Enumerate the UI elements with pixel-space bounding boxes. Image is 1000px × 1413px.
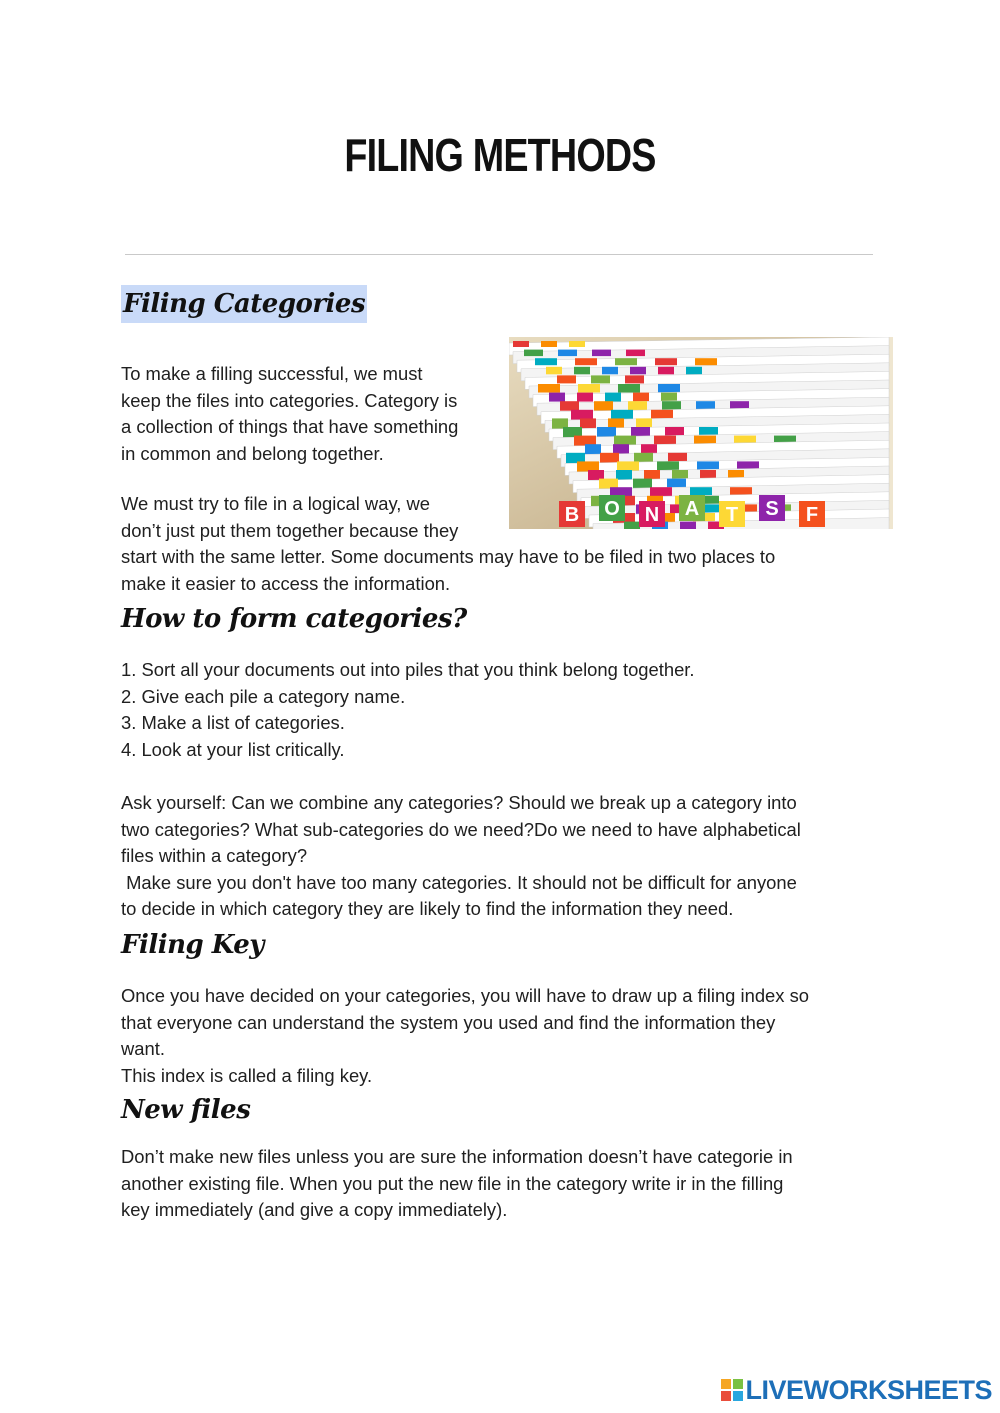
text-line: This index is called a filing key. bbox=[121, 1064, 373, 1086]
text-line: two categories? What sub-categories do we need?Do we need to have alphabetical bbox=[121, 818, 801, 840]
text-line: want. bbox=[121, 1038, 165, 1059]
paragraph-categories-intro bbox=[121, 361, 458, 467]
text-line: keep the files into categories. Category is bbox=[121, 389, 458, 411]
text-line: start with the same letter. Some documents may have to be filed in two places to bbox=[121, 546, 776, 567]
text-line: another existing file. When you put the new file in the category write ir in the filling bbox=[121, 1172, 784, 1194]
logo-text: LIVEWORKSHEETS bbox=[745, 1374, 992, 1405]
text-line: in common and belong together. bbox=[121, 442, 384, 464]
folder-tab-letter: T bbox=[725, 504, 739, 526]
paragraph-filing-key bbox=[121, 983, 809, 1089]
paragraph-new-files bbox=[121, 1144, 793, 1224]
folder-tab-letter: O bbox=[604, 498, 620, 520]
heading-how-to-form-categories: How to form categories? bbox=[121, 604, 467, 634]
text-line: Don’t make new files unless you are sure the information doesn’t have categorie in bbox=[121, 1146, 793, 1167]
text-line: files within a category? bbox=[121, 845, 308, 866]
heading-new-files: New files bbox=[121, 1095, 251, 1125]
text-line: that everyone can understand the system you used and find the information they bbox=[121, 1011, 776, 1033]
horizontal-divider bbox=[125, 254, 873, 255]
list-item: 3. Make a list of categories. bbox=[121, 712, 345, 733]
list-steps bbox=[121, 657, 695, 763]
list-item: 1. Sort all your documents out into piles that you think belong together. bbox=[121, 659, 695, 680]
text-line: Once you have decided on your categories, you will have to draw up a filing index so bbox=[121, 985, 810, 1006]
folder-tab-letter: F bbox=[805, 504, 819, 526]
list-item: 2. Give each pile a category name. bbox=[121, 685, 406, 707]
folder-tab-letter: N bbox=[644, 504, 660, 526]
liveworksheets-logo bbox=[721, 1375, 992, 1405]
text-line: Make sure you don't have too many categories. It should not be difficult for anyone bbox=[121, 871, 797, 893]
file-folders-photo bbox=[509, 337, 893, 529]
text-line: don’t just put them together because they bbox=[121, 519, 459, 541]
text-line: To make a filling successful, we must bbox=[121, 363, 423, 384]
text-line: a collection of things that have something bbox=[121, 416, 459, 437]
text-line: Ask yourself: Can we combine any categories? Should we break up a category into bbox=[121, 792, 797, 813]
heading-filing-categories: Filing Categories bbox=[121, 285, 367, 323]
heading-filing-key: Filing Key bbox=[121, 930, 264, 960]
text-line: to decide in which category they are likely to find the information they need. bbox=[121, 898, 734, 919]
paragraph-ask-yourself bbox=[121, 790, 801, 923]
folder-tab-letter: A bbox=[684, 498, 700, 520]
list-item: 4. Look at your list critically. bbox=[121, 738, 345, 760]
text-line: We must try to file in a logical way, we bbox=[121, 493, 431, 514]
liveworksheets-logo-icon bbox=[721, 1379, 743, 1401]
folder-tab-letter: B bbox=[564, 504, 580, 526]
text-line: make it easier to access the information. bbox=[121, 572, 451, 594]
page-title: FILING METHODS bbox=[344, 129, 656, 181]
text-line: key immediately (and give a copy immediately). bbox=[121, 1199, 508, 1220]
folder-tab-letter: S bbox=[765, 498, 779, 520]
